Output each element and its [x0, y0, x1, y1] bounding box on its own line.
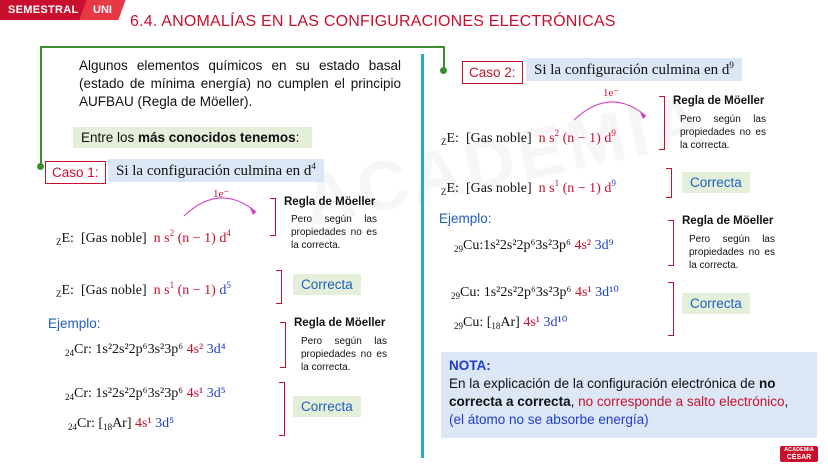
known-box: Entre los más conocidos tenemos:	[73, 127, 312, 148]
nota-box	[441, 352, 817, 438]
case2-label: Caso 2:	[462, 61, 523, 84]
brand-badge	[0, 0, 122, 20]
brand-uni: UNI	[79, 0, 125, 20]
academy-logo: ACADEMIA CÉSAR	[780, 446, 818, 462]
connector-top	[40, 46, 444, 48]
connector-left	[40, 46, 42, 164]
case2-bracket	[659, 96, 665, 150]
case2-ex-rule-title: Regla de Möeller	[682, 215, 774, 227]
case1-desc: Si la configuración culmina en $d^4$	[108, 159, 324, 182]
case1-example-label: Ejemplo:	[48, 316, 101, 331]
case2-rule-text: Pero según las propiedades no es la correcta.	[680, 114, 766, 151]
case1-ex-rule-title: Regla de Möeller	[294, 317, 386, 329]
intro-paragraph: Algunos elementos químicos en su estado basal (estado de mínima energía) no cumplen el principio AUFBAU (Regla de Möeller).	[79, 58, 401, 109]
case2-bracket-2	[666, 168, 672, 198]
connector-dot-right	[440, 67, 447, 74]
case1-formula-2: $_Z$E: [Gas noble] n $s^1$ (n − 1) $d^5$	[56, 280, 231, 299]
case1-ex-correcta: Correcta	[293, 396, 361, 417]
case2-ex-rule-text: Pero según las propiedades no es la correcta.	[689, 234, 775, 271]
case2-ex-bracket-2	[668, 282, 674, 336]
case1-rule-title: Regla de Möeller	[284, 196, 376, 208]
case1-correcta: Correcta	[293, 274, 361, 295]
case2-example-1: $_{29}$Cu:1s²2s²2p⁶3s²3p⁶ 4s² 3d⁹	[454, 238, 614, 254]
case1-label: Caso 1:	[45, 161, 106, 184]
case1-formula-1: $_Z$E: [Gas noble] n $s^2$ (n − 1) $d^4$	[56, 228, 231, 247]
case1-ex-rule-text: Pero según las propiedades no es la correcta.	[301, 336, 387, 373]
case2-rule-title: Regla de Möeller	[673, 95, 765, 107]
brand-semestral: SEMESTRAL	[0, 0, 87, 20]
case1-ex-bracket	[280, 322, 286, 368]
nota-text: En la explicación de la configuración electrónica de no correcta a correcta, no corresponde a salto electrónico,	[449, 376, 789, 409]
page-title: 6.4. ANOMALÍAS EN LAS CONFIGURACIONES ELECTRÓNICAS	[130, 13, 616, 30]
nota-line3: (el átomo no se absorbe energía)	[449, 412, 649, 427]
case1-example-1: $_{24}$Cr: 1s²2s²2p⁶3s²3p⁶ 4s² 3d⁴	[65, 342, 226, 358]
connector-right	[443, 46, 445, 68]
column-divider	[421, 54, 424, 458]
case1-example-2: $_{24}$Cr: 1s²2s²2p⁶3s²3p⁶ 4s¹ 3d⁵	[65, 386, 226, 402]
case2-example-3: $_{29}$Cu: $[_{18}Ar]$ 4s¹ 3d¹⁰	[454, 315, 568, 331]
case1-rule-text: Pero según las propiedades no es la correcta.	[291, 214, 377, 251]
case1-bracket-2	[276, 270, 282, 304]
case2-ex-bracket	[668, 220, 674, 266]
nota-title: NOTA:	[449, 358, 491, 373]
case2-ex-correcta: Correcta	[682, 293, 750, 314]
case2-formula-1: $_Z$E: [Gas noble] n $s^2$ (n − 1) $d^9$	[441, 128, 616, 147]
case2-example-2: $_{29}$Cu: 1s²2s²2p⁶3s²3p⁶ 4s¹ 3d¹⁰	[451, 285, 619, 301]
case2-formula-2: $_Z$E: [Gas noble] n $s^1$ (n − 1) $d^9$	[441, 178, 616, 197]
case2-correcta: Correcta	[682, 172, 750, 193]
connector-dot-left	[37, 163, 44, 170]
case2-desc: Si la configuración culmina en $d^9$	[526, 58, 742, 81]
case1-example-3: $_{24}$Cr: $[_{18}Ar]$ 4s¹ 3d⁵	[68, 416, 175, 432]
case2-example-label: Ejemplo:	[439, 211, 492, 226]
case1-bracket	[270, 198, 276, 236]
case2-arc-label: 1e⁻	[603, 87, 620, 99]
case1-ex-bracket-2	[279, 382, 285, 436]
case1-arc-label: 1e⁻	[213, 188, 230, 200]
